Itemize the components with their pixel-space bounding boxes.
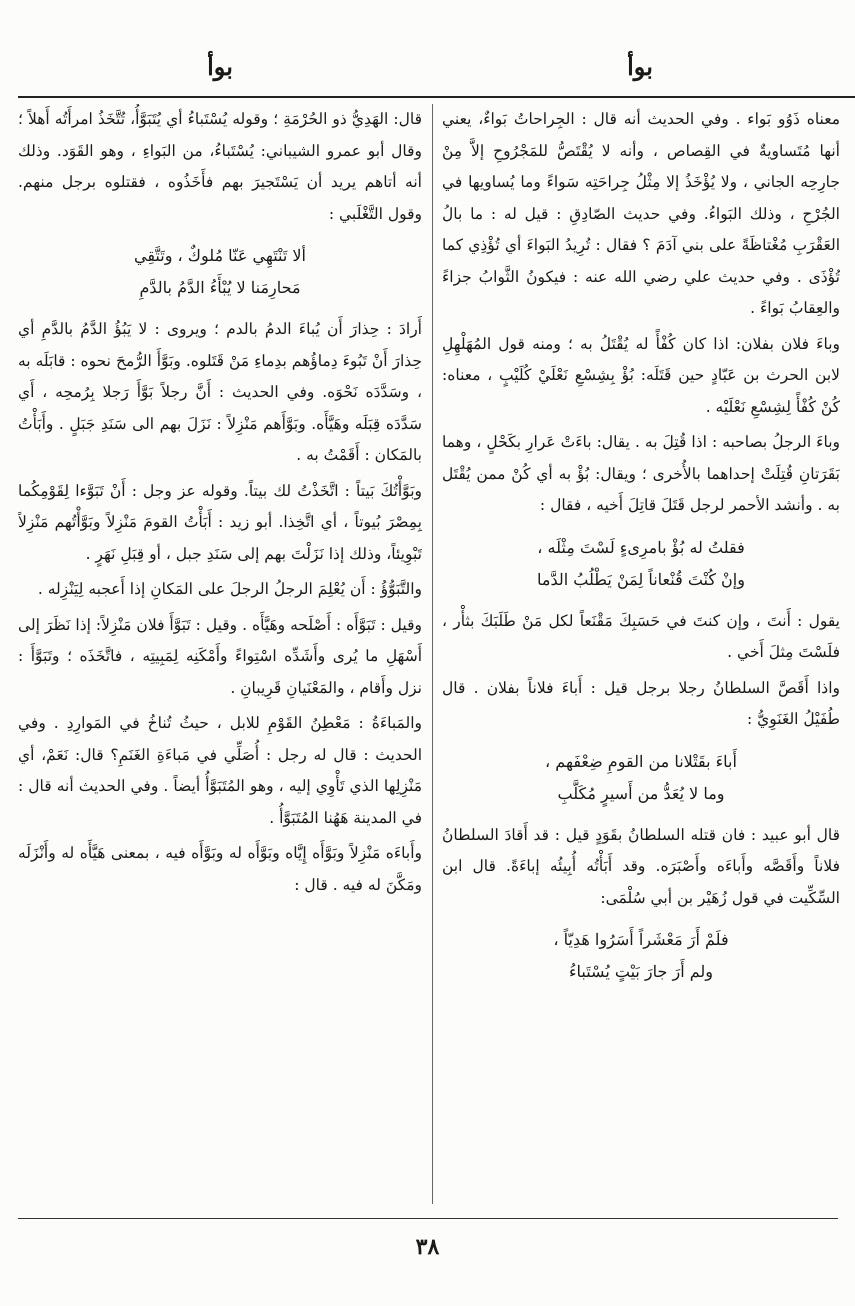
paragraph: والتَّبَوُّؤُ : أَن يُعْلِمَ الرجلُ الرجلَ على المَكانِ إذا أَعجبه لِيَنْزِله .: [37, 580, 422, 598]
paragraph: واذا أَقَصَّ السلطانُ رجلا برجل قيل : أَباءَ فلاناً بفلان . قال طُفَيْلُ الغَنَوِيُّ :: [442, 678, 840, 728]
verse-line: فقلتُ له بُؤْ بامرِىءٍ لَسْتَ مِثْلَه ،: [537, 537, 745, 557]
paragraph: قال: الهَدِيُّ ذو الحُرْمَةِ ؛ وقوله يُسْتَباءُ أي يُتَبَوَّأُ، تُتَّخَذُ امرأَتُه أَهلاً ؛ وقال أبو عمرو الشيباني: يُسْتَباءُ، من البَواءِ ، وهو القَوَد. وذلك أنه أتاهم يريد أن يَسْتَجيرَ بهم فأَخَذُوه ، فقتلوه برجل منهم. وقول التَّغْلَبي :: [18, 110, 422, 223]
paragraph: والمَباءَةُ : مَعْطِنُ القَوْمِ للابل ، حيثُ تُناخُ في المَوارِدِ . وفي الحديث : قال له رجل : أُصَلِّي في مَباءَةِ الغَنَمِ؟ قال: نَعَمْ، أي مَنْزِلِها الذي تَأْوِي إليه ، وهو المُتَبَوَّأُ أيضاً . وفي الحديث أنه قال : في المدينة هَهُنا المُتَبَوَّأُ .: [18, 714, 422, 827]
verse-line: ولم أَرَ جارَ بَيْتٍ يُسْتَباءُ: [568, 962, 714, 981]
running-header-right: بوأ: [627, 52, 653, 81]
footer-rule: [18, 1218, 838, 1219]
verse-line: وما لا يُعَدُّ من أَسيرٍ مُكَلَّبِ: [557, 783, 725, 803]
paragraph: أَرادَ : حِذارَ أَن يُباءَ الدمُ بالدم ؛ ويروى : لا يَبُؤُ الدَّمُ بالدَّمِ أي حِذارَ أَنْ تَبُوءَ دِماؤُهم بدِماءِ مَنْ قَتَلوه. وبَوَّأَ الرُّمحَ نحوه : قابَلَه به ، وسَدَّدَه نَحْوَه. وفي الحديث : أَنَّ رجلاً بَوَّأَ رَجلا بِرُمحِه ، أَي سَدَّدَه قِبَلَه وهَيَّأَه. وبَوَّأَهم مَنْزِلاً : نَزَلَ بهم الى سَنَدِ جَبَلٍ . وأَبَأْتُ بالمَكان : أَقَمْتُ به .: [18, 320, 422, 464]
page-number: ٣٨: [415, 1234, 440, 1260]
verse-line: مَحارِمَنا لا يُبْأَءُ الدَّمُ بالدَّمِ: [139, 278, 301, 297]
left-column: [18, 104, 422, 1214]
column-divider: [432, 104, 433, 1204]
verse-block: [442, 746, 840, 810]
running-header-left: بوأ: [207, 52, 233, 81]
paragraph: وأَباءَه مَنْزِلاً وبَوَّأَه إِيَّاه وبَوَّأَه له وبَوَّأَه فيه ، بمعنى هَيَّأَه له وأَنْزَلَه ومَكَّنَ له فيه . قال :: [18, 844, 422, 894]
paragraph: وقيل : تَبَوَّأَه : أَصْلَحه وهَيَّأَه . وقيل : تَبَوَّأَ فلان مَنْزِلاً: إذا نَظَرَ إلى أَسْهَلِ ما يُرى وأَشَدِّه اسْتِواءً وأَمْكَنِه لِمَبِيتِه ، فاتَّخَذَه ؛ وتَبَوَّأَ : نزل وأَقام ، والمَعْنَيانِ قَرِيبانِ .: [18, 615, 422, 697]
right-column: [442, 104, 840, 1214]
verse-line: ألا تَنْتَهِي عَنّا مُلوكٌ ، وتَتَّقِي: [134, 246, 306, 265]
verse-block: [442, 532, 840, 596]
paragraph: يقول : أَنتَ ، وإن كنتَ في حَسَبِكَ مَقْنَعاً لكل مَنْ طَلَبَكَ بثأْر ، فلَسْتَ مِثلَ أَخي .: [442, 611, 840, 661]
verse-line: وإنْ كُنْتَ قُنْعاناً لِمَنْ يَطْلُبُ الدَّما: [537, 569, 745, 589]
verse-block: [18, 240, 422, 304]
verse-block: [442, 924, 840, 988]
paragraph: وبَوَّأْتُكَ بَيتاً : اتَّخَذْتُ لك بيتاً. وقوله عز وجل : أَنْ تَبَوَّءا لِقَوْمِكُما بِمِصْرَ بُيوتاً ، أي اتَّخِذا. أبو زيد : أَبَأْتُ القومَ مَنْزِلاً وبَوَّأْتُهم مَنْزِلاً تَبْوِيئاً، وذلك إذا نَزَلْتَ بهم إلى سَنَدِ جبل ، أو قِبَلِ نَهَرٍ .: [18, 481, 422, 563]
paragraph: وباءَ الرجلُ بصاحبه : اذا قُتِلَ به . يقال: باءَتْ عَرارِ بكَحْلٍ ، وهما بَقَرَتانِ قُتِلَتْ إحداهما بالأُخرى ؛ ويقال: بُؤْ به أي كُنْ ممن يُقْتَل به . وأنشد الأحمر لرجل قَتَلَ قاتِلَ أَخيه ، فقال :: [442, 433, 840, 514]
paragraph: قال أبو عبيد : فان قتله السلطانُ بقَوَدٍ قيل : قد أَقادَ السلطانُ فلاناً وأَقَصَّه وأَباءَه وأَصْبَرَه. وقد أَبَأْتُه أُبِيئُه إباءَةً. قال ابن السِّكِّيت في قول زُهَيْر بن أبي سُلْمَى:: [442, 825, 840, 907]
paragraph: معناه ذَوُو بَواء . وفي الحديث أنه قال : الجِراحاتُ بَواءٌ، يعني أنها مُتَساويةٌ في القِصاص ، وأنه لا يُقْتَصُّ للمَجْرُوحِ إلاَّ مِنْ جارِحِه الجاني ، ولا يُؤْخَذُ إلا مِثْلُ جِراحَتِه سَواءً وما يُساويها في الجُرْحِ ، وذلك البَواءُ. وفي حديث الصّادِقِ : قيل له : ما بالُ العَقْرَبِ مُغْتاظَةً على بني آدَمَ ؟ فقال : تُرِيدُ البَواءَ أي تُؤْذِي كما تُؤْذَى . وفي حديث علي رضي الله عنه : فيكونُ الثَّوابُ جزاءً والعِقابُ بَواءً .: [442, 110, 840, 317]
paragraph: وباءَ فلان بفلان: اذا كان كُفْأً له يُقْتَلُ به ؛ ومنه قول المُهَلْهِلِ لابن الحرث بن عَبّادٍ حين قَتَلَه: بُؤْ بِشِسْعِ نَعْلَيْ كُلَيْبٍ ، معناه: كُنْ كُفْأً لِشِسْعِ نَعْلَيْه .: [442, 334, 840, 416]
verse-line: أَباءَ بقَتْلانا من القومِ ضِعْفَهم ،: [545, 751, 737, 771]
verse-line: فلَمْ أَرَ مَعْشَراً أَسَرُوا هَدِيّاً ،: [553, 930, 729, 949]
header-rule: [18, 96, 855, 98]
